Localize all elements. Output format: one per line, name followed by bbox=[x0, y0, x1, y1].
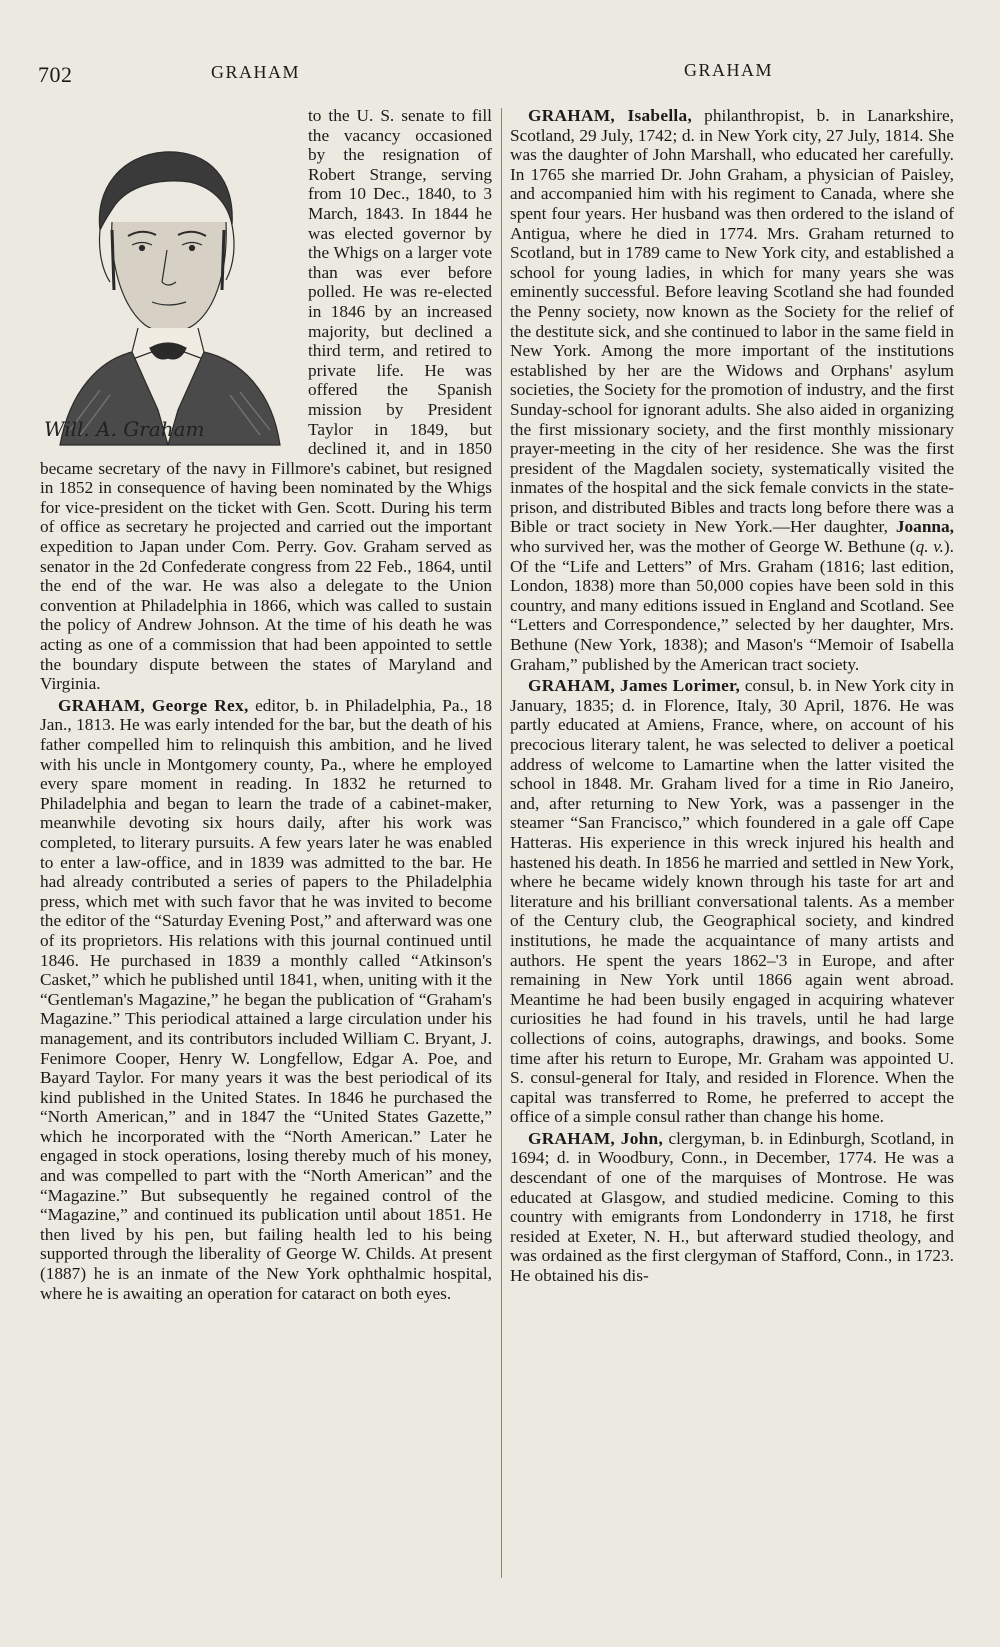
continued-entry-text bbox=[40, 106, 492, 694]
entry-isabella-graham bbox=[510, 106, 954, 674]
entry-text: editor, b. in Philadelphia, Pa., 18 Jan., 1813. He was early intended for the bar, but the death of his father compelled him to relinquish this ambition, and he lived with his uncle in Montgomery county, Pa., where he employed every spare moment in reading. In 1832 he returned to Philadelphia and began to learn the trade of a cabinet-maker, meanwhile devoting six hours daily, after his work was completed, to literary pursuits. A few years later he was enabled to enter a law-office, and in 1839 was admitted to the bar. He had already contributed a series of papers to the Philadelphia press, which met with such favor that he was invited to become the editor of the “Saturday Evening Post,” and afterward was one of its proprietors. His relations with this journal continued until 1846. He purchased in 1839 a monthly called “Atkinson's Casket,” which he published until 1841, when, uniting with it the “Gentleman's Magazine,” he began the publication of “Graham's Magazine.” This periodical attained a large circulation under his management, and its contributors included William C. Bryant, J. Fenimore Cooper, Henry W. Longfellow, Edgar A. Poe, and Bayard Taylor. For many years it was the best periodical of its kind published in the United States. In 1846 he purchased the “North American,” and in 1847 the “United States Gazette,” which he incorporated with the “North American.” Later he engaged in stock operations, losing thereby much of his money, and was compelled to part with the “North American” and the “Magazine.” But subsequently he regained control of the “Magazine,” and continued its publication until about 1851. He then lived by his pen, but failing health led to his being supported through the liberality of George W. Childs. At present (1887) he is an inmate of the New York ophthalmic hospital, where he is awaiting an operation for cataract on both eyes. bbox=[40, 695, 492, 1303]
entry-james-lorimer-graham bbox=[510, 676, 954, 1127]
page-number: 702 bbox=[38, 62, 73, 87]
entry-text: clergyman, b. in Edinburgh, Scotland, in 1694; d. in Woodbury, Conn., in December, 1774. He was a descendant of one of the marquises of Montrose. He was educated at Glasgow, and studied medicine. Coming to this country with emigrants from Londonderry in 1718, he first resided at Exeter, N. H., but afterward studied theology, and was ordained as the first clergyman of Stafford, Conn., in 1723. He obtained his dis- bbox=[510, 1128, 954, 1286]
right-column bbox=[510, 106, 954, 1286]
entry-text: philanthropist, b. in Lanarkshire, Scotland, 29 July, 1742; d. in New York city, 27 July, 1814. She was the daughter of John Marshall, who educated her carefully. In 1765 she married Dr. John Graham, a physician of Paisley, and accompanied him with his regiment to Canada, where she spent four years. Her husband was then ordered to the island of Antigua, where he died in 1774. Mrs. Graham returned to Scotland, but in 1789 came to New York city, and established a school for young ladies, in which for many years she was eminently successful. Before leaving Scotland she had founded the Penny society, now known as the Society for the relief of the destitute sick, and she continued to labor in the same field in New York. Among the more important of the institutions established by her are the Widows and Orphans' asylum societies, the Society for the promotion of industry, and the first Sunday-school for ignorant adults. She also aided in organizing the first missionary society, and the first monthly missionary prayer-meeting in the city of her residence. She was the first president of the Magdalen society, systematically visited the inmates of the hospital and the sick female convicts in the state-prison, and distributed Bibles and tracts long before there was a Bible or tract society in New York.—Her daughter, bbox=[510, 106, 954, 537]
entry-text-end: ). Of the “Life and Letters” of Mrs. Graham (1816; last edition, London, 1838) more than 50,000 copies have been sold in this country, and many editions issued in England and Scotland. See “Letters and Correspondence,” selected by her daughter, Mrs. Bethune (New York, 1838); and Mason's “Memoir of Isabella Graham,” published by the American tract society. bbox=[510, 537, 954, 674]
entry-name: GRAHAM, Isabella, bbox=[528, 106, 693, 125]
signature: Will. A. Graham bbox=[44, 417, 205, 442]
column-divider bbox=[501, 108, 502, 1578]
intro-text: to the U. S. senate to fill the vacancy occasioned by the resignation of Robert Strange, serving from 10 Dec., 1840, to 3 March, 1843. In 1844 he was elected governor by the Whigs on a larger vote than was ever before polled. He was re-elected in 1846 by an increased majority, but declined a third term, and retired to private life. He was offered the Spanish mission by President Taylor in 1849, but declined it, and in 1850 became secretary of the navy in Fillmore's cabinet, but resigned in 1852 in consequence of having been nominated by the Whigs for vice-president on the ticket with Gen. Scott. During his term of office as secretary he projected and carried out the important expedition to Japan under Com. Perry. Gov. Graham served as senator in the 2d Confederate congress from 22 Feb., 1864, until the end of the war. He was also a delegate to the Union convention at Philadelphia in 1866, which was called to sustain the policy of Andrew Johnson. At the time of his death he was acting as one of a commission that had been appointed to settle the boundary dispute between the states of Maryland and Virginia. bbox=[40, 106, 492, 694]
daughter-name: Joanna, bbox=[895, 517, 954, 537]
entry-text-continued: who survived her, was the mother of George W. Bethune ( bbox=[510, 537, 916, 557]
left-column bbox=[40, 106, 492, 1303]
portrait-figure bbox=[40, 110, 302, 448]
entry-george-rex-graham bbox=[40, 696, 492, 1303]
running-head-left: GRAHAM bbox=[211, 62, 301, 82]
entry-john-graham bbox=[510, 1129, 954, 1286]
entry-name: GRAHAM, John, bbox=[528, 1128, 664, 1148]
entry-name: GRAHAM, George Rex, bbox=[58, 695, 249, 715]
page-header bbox=[38, 56, 1000, 96]
cross-reference: q. v. bbox=[915, 537, 944, 557]
entry-text: consul, b. in New York city in January, 1835; d. in Florence, Italy, 30 April, 1876. He was partly educated at Amiens, France, where, on account of his precocious literary talent, he was selected to deliver a poetical address of welcome to Lamartine when the latter visited the school in 1848. Mr. Graham lived for a time in Rio Janeiro, and, after returning to New York, was a passenger in the steamer “San Francisco,” which foundered in a gale off Cape Hatteras. His experience in this wreck injured his health and hastened his death. In 1856 he married and settled in New York, where he became widely known through his taste for art and literature and his brilliant conversational talents. As a member of the Century club, the Geographical society, and kindred institutions, he made the acquaintance of many artists and authors. He spent the years 1862–'3 in Europe, and after remaining in New York until 1866 again went abroad. Meantime he had been busily engaged in acquiring whatever curiosities he had found in his travels, until he had large collections of coins, autographs, drawings, and books. Some time after his return to Europe, Mr. Graham was appointed U. S. consul-general for Italy, and resided in Florence. When the capital was transferred to Rome, he preferred to accept the office of a simple consul rather than change his home. bbox=[510, 676, 954, 1127]
running-head-right: GRAHAM bbox=[684, 60, 774, 80]
portrait-engraving-icon bbox=[40, 110, 302, 448]
entry-name: GRAHAM, James Lorimer, bbox=[528, 676, 741, 696]
